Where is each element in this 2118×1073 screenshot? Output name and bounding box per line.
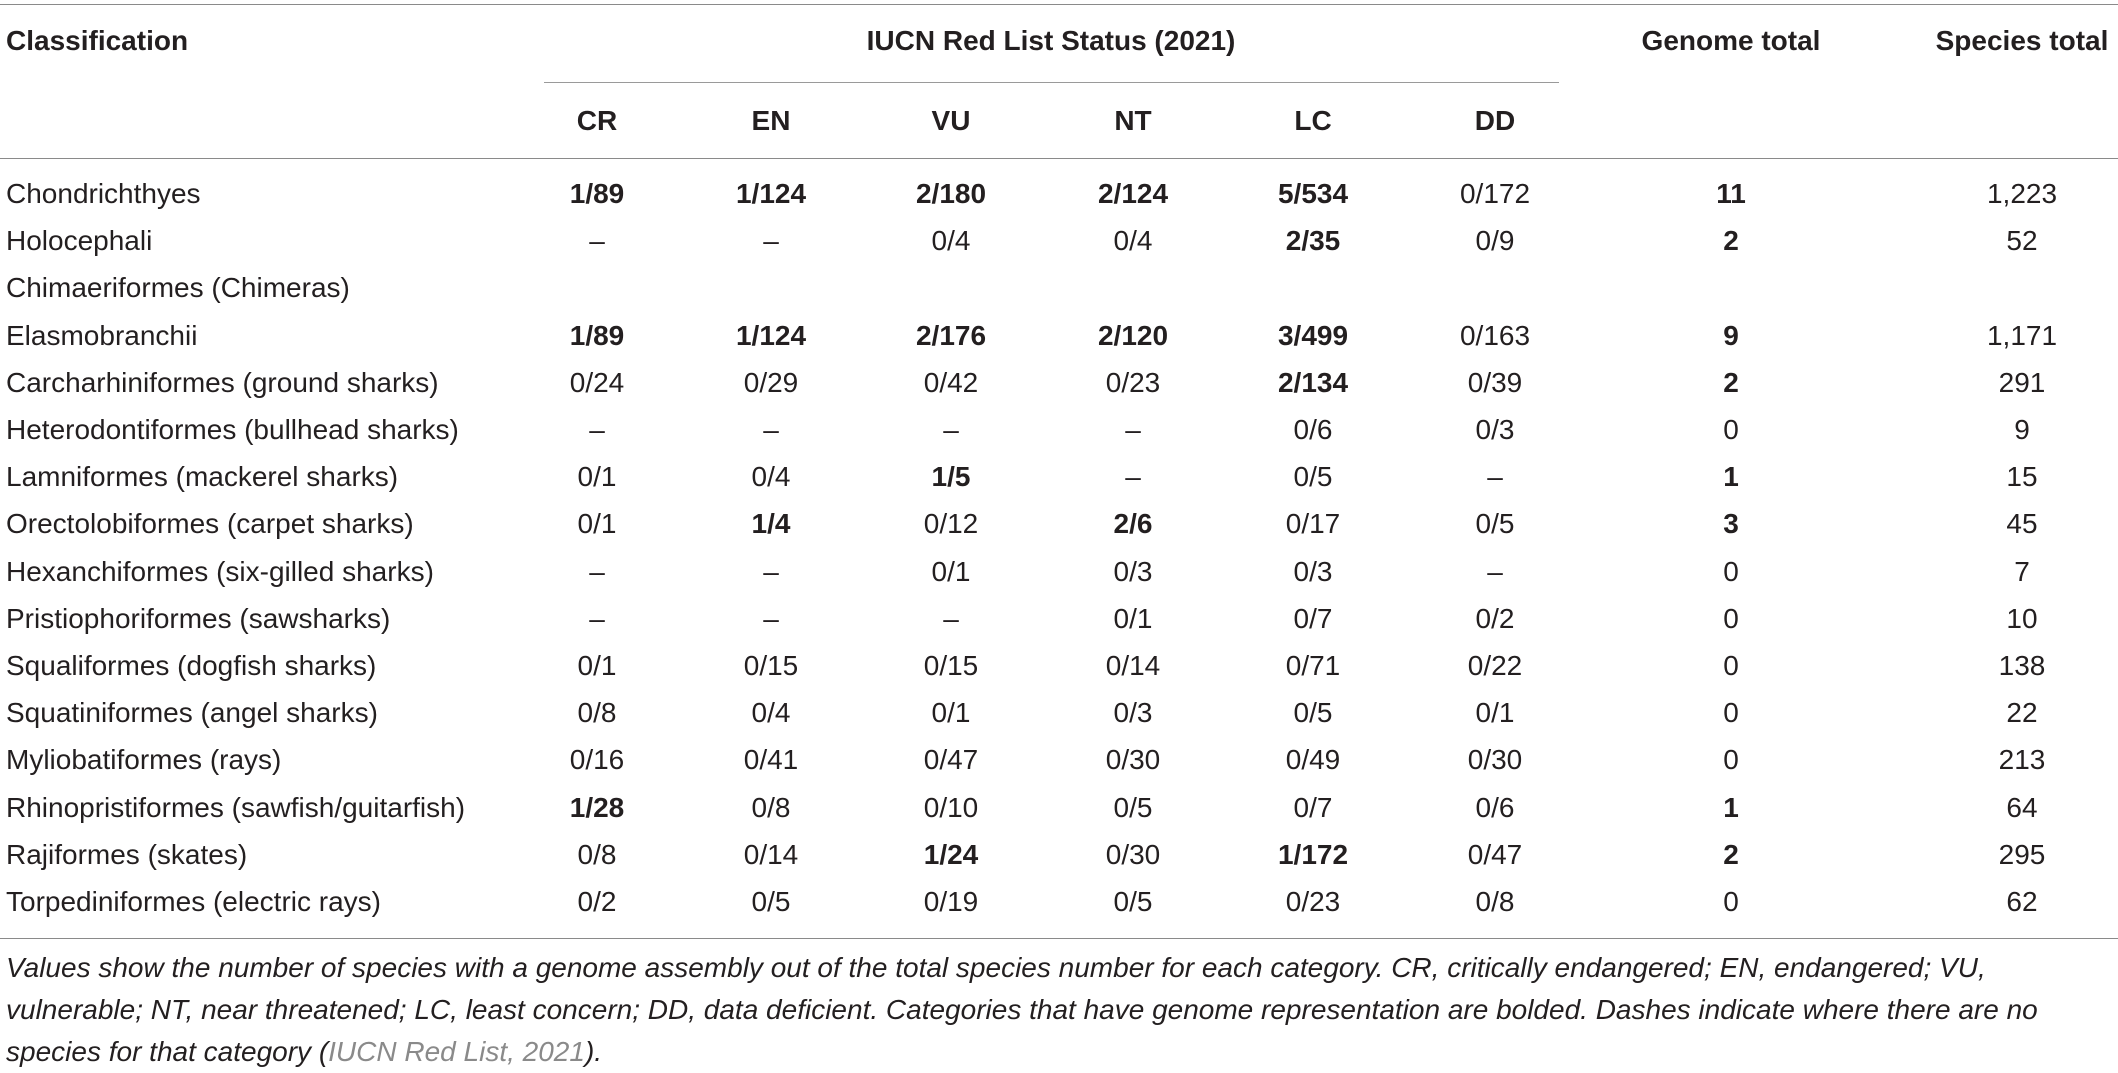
cell-lc: 1/172 xyxy=(1277,839,1349,870)
cell-nt: 0/4 xyxy=(1113,225,1153,256)
cell-en: 0/4 xyxy=(751,461,791,492)
cell-dd: – xyxy=(1487,556,1503,587)
table-bottom-rule xyxy=(0,938,2118,939)
cell-vu: 0/47 xyxy=(923,744,979,775)
cell-genome-total: 1 xyxy=(1723,792,1739,823)
cell-species-total: 15 xyxy=(2006,461,2038,492)
cell-vu: 0/42 xyxy=(923,367,979,398)
cell-en: – xyxy=(763,225,779,256)
cell-species-total: 22 xyxy=(2006,697,2038,728)
cell-vu: 1/5 xyxy=(931,461,971,492)
cell-cr: 1/89 xyxy=(569,178,625,209)
cell-genome-total: 9 xyxy=(1723,320,1739,351)
cell-species-total: 7 xyxy=(2014,556,2030,587)
cell-en: 0/29 xyxy=(743,367,799,398)
cell-cr: 0/24 xyxy=(569,367,625,398)
row-classification: Chondrichthyes xyxy=(6,178,201,209)
cell-lc: 0/71 xyxy=(1285,650,1341,681)
cell-nt: 0/3 xyxy=(1113,697,1153,728)
cell-nt: 0/1 xyxy=(1113,603,1153,634)
cell-lc: 2/134 xyxy=(1277,367,1349,398)
cell-dd: 0/22 xyxy=(1467,650,1523,681)
cell-lc: 2/35 xyxy=(1285,225,1341,256)
cell-en: 0/41 xyxy=(743,744,799,775)
status-header-cr: CR xyxy=(576,105,618,136)
cell-lc: 0/49 xyxy=(1285,744,1341,775)
cell-en: 1/124 xyxy=(735,178,807,209)
table-top-rule xyxy=(0,4,2118,5)
cell-en: 0/14 xyxy=(743,839,799,870)
row-classification: Lamniformes (mackerel sharks) xyxy=(6,461,399,492)
cell-cr: 0/1 xyxy=(577,650,617,681)
row-classification: Squaliformes (dogfish sharks) xyxy=(6,650,377,681)
status-header-vu: VU xyxy=(931,105,971,136)
cell-cr: 0/1 xyxy=(577,461,617,492)
cell-vu: 0/1 xyxy=(931,697,971,728)
cell-dd: 0/39 xyxy=(1467,367,1523,398)
row-classification: Hexanchiformes (six-gilled sharks) xyxy=(6,556,434,587)
cell-vu: 0/10 xyxy=(923,792,979,823)
header-bottom-rule xyxy=(0,158,2118,159)
cell-nt: 0/30 xyxy=(1105,744,1161,775)
footnote-text: Values show the number of species with a genome assembly out of the total species number for each category. CR, critically endangered; EN, endangered; VU, vulnerable; NT, near threatened; LC, least concern; DD, data deficient. Categories that have genome representation are bolded. Dashes indicate where there are no species for that category ( xyxy=(6,952,2038,1067)
cell-genome-total: 0 xyxy=(1723,414,1739,445)
cell-genome-total: 0 xyxy=(1723,697,1739,728)
cell-cr: 1/89 xyxy=(569,320,625,351)
status-header-nt: NT xyxy=(1114,105,1152,136)
cell-species-total: 62 xyxy=(2006,886,2038,917)
status-group-header: IUCN Red List Status (2021) xyxy=(866,25,1236,56)
cell-nt: 0/5 xyxy=(1113,792,1153,823)
row-classification: Rhinopristiformes (sawfish/guitarfish) xyxy=(6,792,466,823)
cell-dd: – xyxy=(1487,461,1503,492)
cell-vu: – xyxy=(943,414,959,445)
row-classification: Carcharhiniformes (ground sharks) xyxy=(6,367,439,398)
cell-vu: – xyxy=(943,603,959,634)
cell-vu: 0/1 xyxy=(931,556,971,587)
cell-genome-total: 1 xyxy=(1723,461,1739,492)
status-group-rule xyxy=(544,82,1559,83)
cell-dd: 0/3 xyxy=(1475,414,1515,445)
footnote-end: ). xyxy=(584,1036,603,1067)
cell-lc: 0/7 xyxy=(1293,792,1333,823)
species-total-header: Species total xyxy=(1935,25,2109,56)
cell-genome-total: 3 xyxy=(1723,508,1739,539)
status-header-en: EN xyxy=(751,105,791,136)
cell-vu: 0/19 xyxy=(923,886,979,917)
cell-genome-total: 0 xyxy=(1723,603,1739,634)
cell-cr: 0/16 xyxy=(569,744,625,775)
cell-vu: 2/180 xyxy=(915,178,987,209)
cell-en: – xyxy=(763,414,779,445)
cell-cr: – xyxy=(589,603,605,634)
cell-lc: 0/23 xyxy=(1285,886,1341,917)
cell-species-total: 64 xyxy=(2006,792,2038,823)
row-classification: Orectolobiformes (carpet sharks) xyxy=(6,508,414,539)
cell-en: – xyxy=(763,556,779,587)
cell-nt: – xyxy=(1125,414,1141,445)
cell-dd: 0/2 xyxy=(1475,603,1515,634)
cell-lc: 0/7 xyxy=(1293,603,1333,634)
cell-lc: 0/6 xyxy=(1293,414,1333,445)
cell-en: 1/4 xyxy=(751,508,791,539)
table-footnote xyxy=(6,947,2111,1073)
cell-nt: 0/5 xyxy=(1113,886,1153,917)
cell-species-total: 45 xyxy=(2006,508,2038,539)
cell-species-total: 1,223 xyxy=(1986,178,2058,209)
cell-cr: 0/2 xyxy=(577,886,617,917)
cell-en: 0/5 xyxy=(751,886,791,917)
cell-dd: 0/163 xyxy=(1459,320,1531,351)
cell-vu: 1/24 xyxy=(923,839,979,870)
footnote-citation: IUCN Red List, 2021 xyxy=(328,1036,585,1067)
cell-lc: 0/17 xyxy=(1285,508,1341,539)
cell-species-total: 213 xyxy=(1998,744,2046,775)
cell-genome-total: 2 xyxy=(1723,367,1739,398)
cell-species-total: 1,171 xyxy=(1986,320,2058,351)
cell-vu: 0/4 xyxy=(931,225,971,256)
row-classification: Squatiniformes (angel sharks) xyxy=(6,697,378,728)
classification-header: Classification xyxy=(6,25,189,56)
cell-en: – xyxy=(763,603,779,634)
row-classification: Chimaeriformes (Chimeras) xyxy=(6,272,350,303)
cell-dd: 0/5 xyxy=(1475,508,1515,539)
status-header-dd: DD xyxy=(1474,105,1516,136)
cell-genome-total: 11 xyxy=(1716,178,1746,209)
cell-dd: 0/30 xyxy=(1467,744,1523,775)
cell-nt: 0/3 xyxy=(1113,556,1153,587)
cell-nt: – xyxy=(1125,461,1141,492)
row-classification: Torpediniformes (electric rays) xyxy=(6,886,381,917)
cell-dd: 0/6 xyxy=(1475,792,1515,823)
cell-cr: 1/28 xyxy=(569,792,625,823)
cell-en: 0/8 xyxy=(751,792,791,823)
cell-dd: 0/47 xyxy=(1467,839,1523,870)
cell-species-total: 52 xyxy=(2006,225,2038,256)
cell-dd: 0/9 xyxy=(1475,225,1515,256)
cell-nt: 0/14 xyxy=(1105,650,1161,681)
cell-genome-total: 2 xyxy=(1723,225,1739,256)
cell-dd: 0/1 xyxy=(1475,697,1515,728)
cell-genome-total: 0 xyxy=(1723,650,1739,681)
cell-cr: 0/1 xyxy=(577,508,617,539)
cell-genome-total: 0 xyxy=(1723,556,1739,587)
row-classification: Rajiformes (skates) xyxy=(6,839,248,870)
cell-cr: – xyxy=(589,556,605,587)
cell-vu: 0/12 xyxy=(923,508,979,539)
cell-genome-total: 0 xyxy=(1723,886,1739,917)
cell-nt: 0/30 xyxy=(1105,839,1161,870)
cell-cr: 0/8 xyxy=(577,839,617,870)
cell-dd: 0/8 xyxy=(1475,886,1515,917)
row-classification: Myliobatiformes (rays) xyxy=(6,744,282,775)
cell-genome-total: 2 xyxy=(1723,839,1739,870)
cell-nt: 2/120 xyxy=(1097,320,1169,351)
cell-en: 0/15 xyxy=(743,650,799,681)
cell-dd: 0/172 xyxy=(1459,178,1531,209)
status-header-lc: LC xyxy=(1294,105,1332,136)
cell-cr: – xyxy=(589,414,605,445)
cell-lc: 0/5 xyxy=(1293,461,1333,492)
cell-species-total: 9 xyxy=(2014,414,2030,445)
cell-lc: 0/3 xyxy=(1293,556,1333,587)
cell-species-total: 10 xyxy=(2006,603,2038,634)
cell-nt: 2/6 xyxy=(1113,508,1153,539)
genome-total-header: Genome total xyxy=(1641,25,1821,56)
row-classification: Elasmobranchii xyxy=(6,320,198,351)
row-classification: Pristiophoriformes (sawsharks) xyxy=(6,603,391,634)
cell-cr: 0/8 xyxy=(577,697,617,728)
cell-vu: 0/15 xyxy=(923,650,979,681)
cell-en: 1/124 xyxy=(735,320,807,351)
cell-en: 0/4 xyxy=(751,697,791,728)
cell-lc: 5/534 xyxy=(1277,178,1349,209)
cell-cr: – xyxy=(589,225,605,256)
cell-species-total: 295 xyxy=(1998,839,2046,870)
cell-vu: 2/176 xyxy=(915,320,987,351)
row-classification: Heterodontiformes (bullhead sharks) xyxy=(6,414,459,445)
cell-lc: 0/5 xyxy=(1293,697,1333,728)
cell-genome-total: 0 xyxy=(1723,744,1739,775)
cell-nt: 0/23 xyxy=(1105,367,1161,398)
cell-species-total: 138 xyxy=(1998,650,2046,681)
cell-lc: 3/499 xyxy=(1277,320,1349,351)
cell-species-total: 291 xyxy=(1998,367,2046,398)
cell-nt: 2/124 xyxy=(1097,178,1169,209)
row-classification: Holocephali xyxy=(6,225,153,256)
